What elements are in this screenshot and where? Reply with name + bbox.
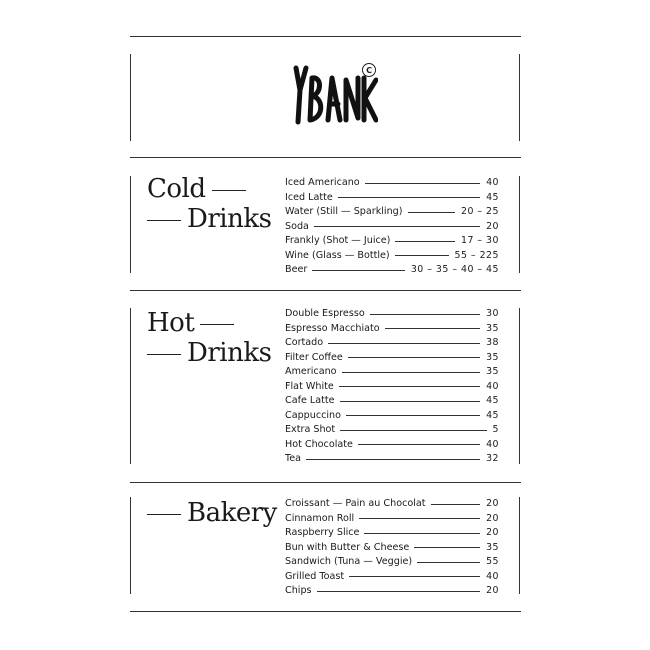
- menu-item: Croissant — Pain au Chocolat 20: [285, 498, 499, 509]
- bottom-rule: [130, 611, 521, 612]
- menu-item: Frankly (Shot — Juice) 17 – 30: [285, 235, 499, 246]
- menu-item: Water (Still — Sparkling) 20 – 25: [285, 206, 499, 217]
- hot-title-line1: Hot: [147, 308, 240, 338]
- menu-item: Extra Shot 5: [285, 424, 499, 435]
- menu-item: Cortado 38: [285, 337, 499, 348]
- logo-bottom-rule: [130, 157, 521, 158]
- menu-item: Iced Americano 40: [285, 177, 499, 188]
- menu-item: Filter Coffee 35: [285, 351, 499, 363]
- copyright-icon: C: [362, 63, 376, 77]
- menu-item: Americano 35: [285, 366, 499, 377]
- dash-divider: [212, 190, 246, 191]
- bakery-left-border: [130, 497, 131, 594]
- bakery-right-border: [519, 497, 520, 594]
- menu-item: Espresso Macchiato 35: [285, 322, 499, 334]
- dash-divider: [147, 220, 181, 221]
- menu-item: Chips 20: [285, 585, 499, 596]
- dash-divider: [147, 514, 181, 515]
- cold-right-border: [519, 176, 520, 273]
- hot-right-border: [519, 308, 520, 464]
- top-rule: [130, 36, 521, 37]
- menu-item: Cappuccino 45: [285, 409, 499, 421]
- menu-item: Cinnamon Roll 20: [285, 512, 499, 524]
- menu-item: Cafe Latte 45: [285, 395, 499, 406]
- menu-item: Flat White 40: [285, 380, 499, 392]
- menu-item: Tea 32: [285, 453, 499, 464]
- menu-item: Beer 30 – 35 – 40 – 45: [285, 264, 499, 275]
- menu-item: Soda 20: [285, 220, 499, 232]
- bakery-title: Bakery: [147, 498, 277, 528]
- logo-left-border: [130, 54, 131, 141]
- logo-right-border: [519, 54, 520, 141]
- menu-item: Iced Latte 45: [285, 191, 499, 203]
- cold-title-line2: Drinks: [147, 204, 271, 234]
- menu-item: Hot Chocolate 40: [285, 438, 499, 450]
- menu-item: Wine (Glass — Bottle) 55 – 225: [285, 249, 499, 261]
- cold-bottom-rule: [130, 290, 521, 291]
- hot-drinks-list: [285, 307, 499, 467]
- dash-divider: [200, 324, 234, 325]
- hot-title-line2: Drinks: [147, 338, 271, 368]
- menu-item: Double Espresso 30: [285, 308, 499, 319]
- hot-bottom-rule: [130, 482, 521, 483]
- menu-item: Raspberry Slice 20: [285, 527, 499, 538]
- hot-left-border: [130, 308, 131, 464]
- menu-item: Sandwich (Tuna — Veggie) 55: [285, 556, 499, 567]
- cold-title-line1: Cold: [147, 174, 252, 204]
- menu-item: Bun with Butter & Cheese 35: [285, 541, 499, 553]
- cold-left-border: [130, 176, 131, 273]
- menu-item: Grilled Toast 40: [285, 570, 499, 582]
- cold-drinks-list: [285, 176, 499, 278]
- bakery-list: [285, 497, 499, 599]
- dash-divider: [147, 354, 181, 355]
